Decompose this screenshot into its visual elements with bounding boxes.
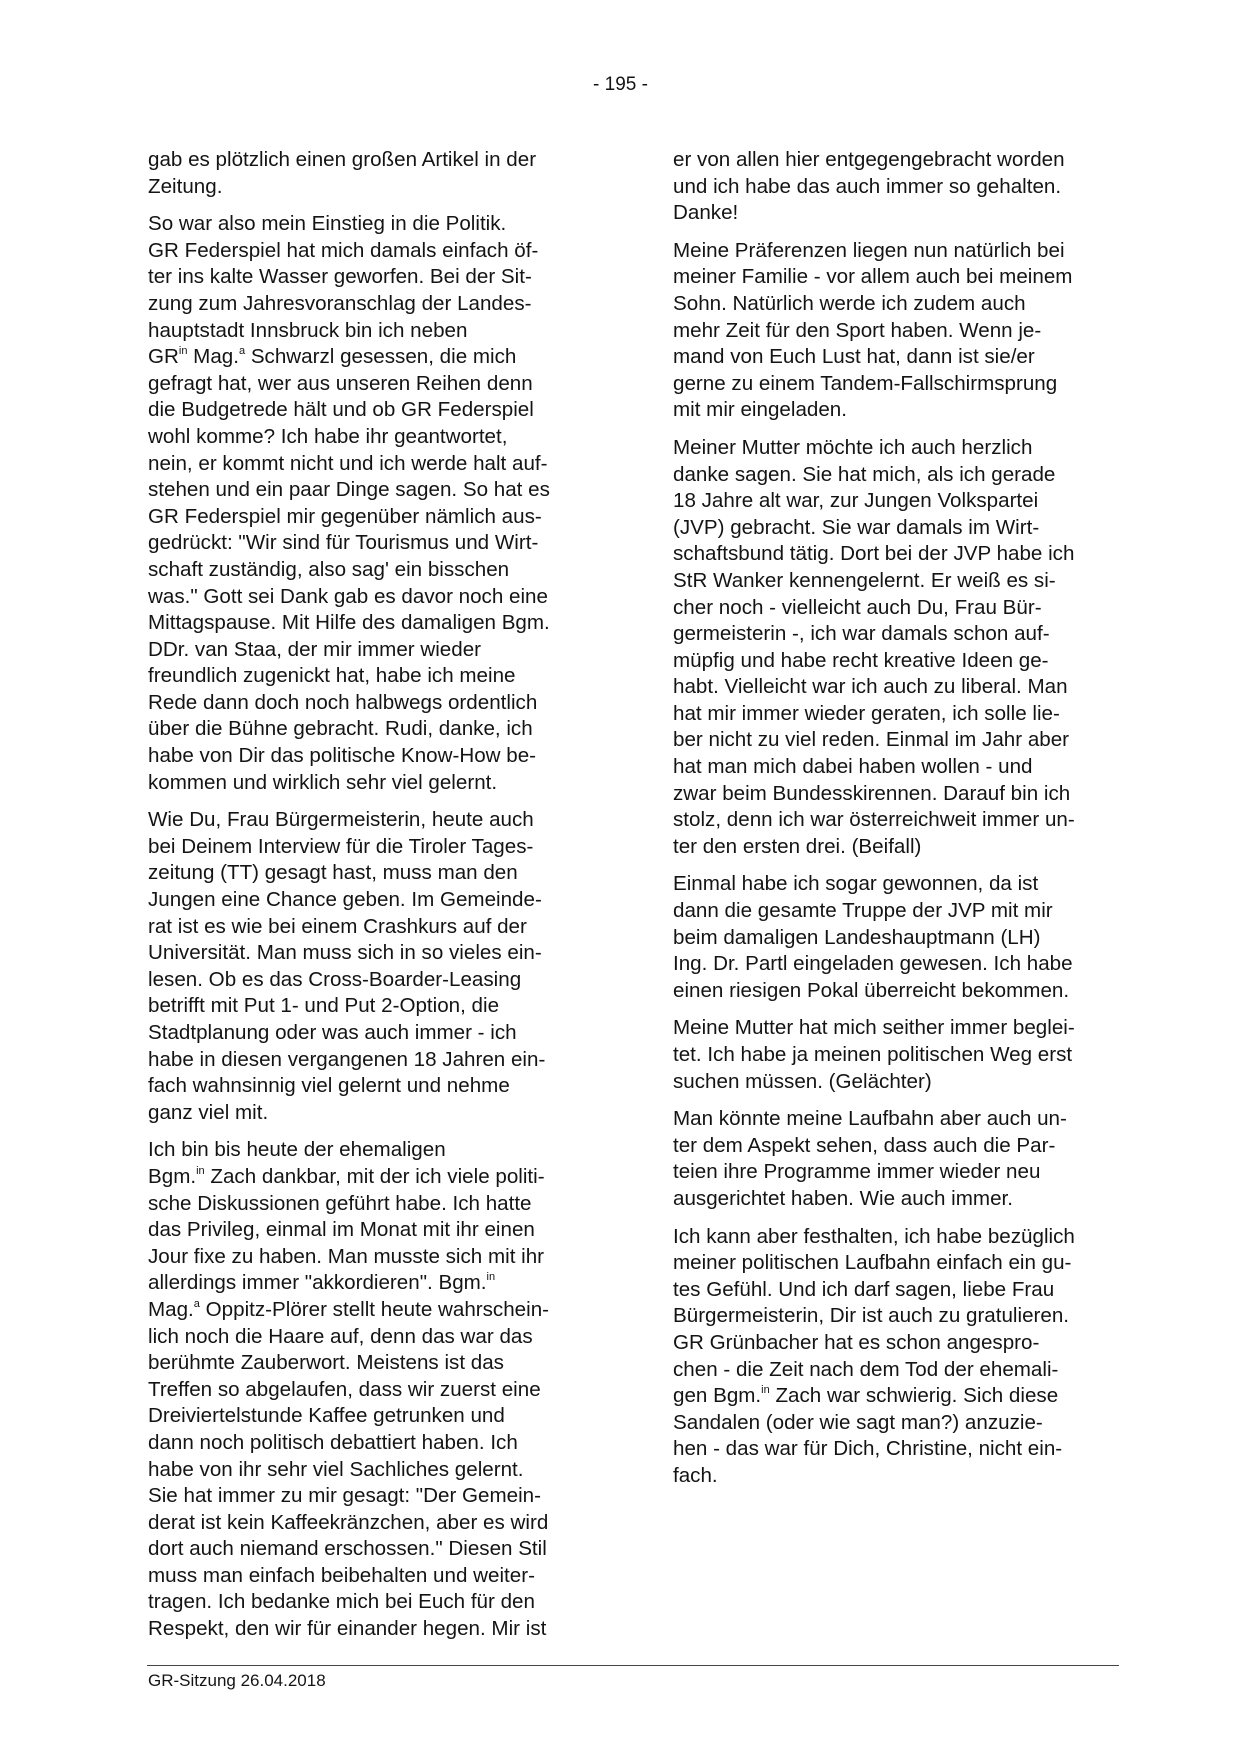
footer-text: GR-Sitzung 26.04.2018	[148, 1671, 326, 1690]
paragraph: Meine Präferenzen liegen nun natürlich bei meiner Familie - vor allem auch bei meinem Sohn. Natürlich werde ich zudem auch mehr Zeit für den Sport haben. Wenn je- mand von Euch Lust hat, dann ist sie/er gerne zu einem Tandem-Fallschirmsprung mit mir eingeladen.	[673, 238, 1073, 422]
paragraph: Man könnte meine Laufbahn aber auch un- ter dem Aspekt sehen, dass auch die Par- teien ihre Programme immer wieder neu ausgerichtet haben. Wie auch immer.	[673, 1107, 1067, 1210]
page-number: - 195 -	[593, 74, 648, 95]
right-column	[673, 147, 1118, 1501]
paragraph: er von allen hier entgegengebracht worden und ich habe das auch immer so gehalten. Danke!	[673, 148, 1065, 225]
paragraph: gab es plötzlich einen großen Artikel in der Zeitung.	[148, 148, 537, 198]
paragraph: Ich kann aber festhalten, ich habe bezüglich meiner politischen Laufbahn einfach ein gu- tes Gefühl. Und ich darf sagen, liebe Frau Bürgermeisterin, Dir ist auch zu gratulieren. GR Grünbacher hat es schon angespro- chen - die Zeit nach dem Tod der ehemali- gen Bgm.$^{in}$ Zach war schwierig. Sich diese Sandalen (oder wie sagt man?) anzuzie- hen - das war für Dich, Christine, nicht ein- fach.	[673, 1224, 1075, 1487]
paragraph: Einmal habe ich sogar gewonnen, da ist dann die gesamte Truppe der JVP mit mir beim damaligen Landeshauptmann (LH) Ing. Dr. Partl eingeladen gewesen. Ich habe einen riesigen Pokal überreicht bekommen.	[673, 872, 1073, 1002]
paragraph: So war also mein Einstieg in die Politik. GR Federspiel hat mich damals einfach öf- ter ins kalte Wasser geworfen. Bei der Sit- zung zum Jahresvoranschlag der Landes- hauptstadt Innsbruck bin ich neben $GR^{in}$ Mag.$^a$ Schwarzl gesessen, die mich gefragt hat, wer aus unseren Reihen denn die Budgetrede hält und ob GR Federspiel wohl komme? Ich habe ihr geantwortet, nein, er kommt nicht und ich werde halt auf- stehen und ein paar Dinge sagen. So hat es GR Federspiel mir gegenüber nämlich aus- gedrückt: "Wir sind für Tourismus und Wirt- schaft zuständig, also sag' ein bisschen was." Gott sei Dank gab es davor noch eine Mittagspause. Mit Hilfe des damaligen Bgm. DDr. van Staa, der mir immer wieder freundlich zugenickt hat, habe ich meine Rede dann doch noch halbwegs ordentlich über die Bühne gebracht. Rudi, danke, ich habe von Dir das politische Know-How be- kommen und wirklich sehr viel gelernt.	[148, 212, 550, 794]
paragraph: Ich bin bis heute der ehemaligen Bgm.$^{in}$ Zach dankbar, mit der ich viele politi- sche Diskussionen geführt habe. Ich hatte das Privileg, einmal im Monat mit ihr einen Jour fixe zu haben. Man musste sich mit ihr allerdings immer "akkordieren". Bgm.$^{in}$ Mag.$^a$ Oppitz-Plörer stellt heute wahrschein- lich noch die Haare auf, denn das war das berühmte Zauberwort. Meistens ist das Treffen so abgelaufen, dass wir zuerst eine Dreiviertelstunde Kaffee getrunken und dann noch politisch debattiert haben. Ich habe von ihr sehr viel Sachliches gelernt. Sie hat immer zu mir gesagt: "Der Gemein- derat ist kein Kaffeekränzchen, aber es wird dort auch niemand erschossen." Diesen Stil muss man einfach beibehalten und weiter- tragen. Ich bedanke mich bei Euch für den Respekt, den wir für einander hegen. Mir ist	[148, 1138, 550, 1641]
left-column	[148, 147, 593, 1654]
paragraph: Meine Mutter hat mich seither immer beglei- tet. Ich habe ja meinen politischen Weg erst suchen müssen. (Gelächter)	[673, 1016, 1075, 1093]
paragraph: Meiner Mutter möchte ich auch herzlich danke sagen. Sie hat mich, als ich gerade 18 Jahre alt war, zur Jungen Volkspartei (JVP) gebracht. Sie war damals im Wirt- schaftsbund tätig. Dort bei der JVP habe ich StR Wanker kennengelernt. Er weiß es si- cher noch - vielleicht auch Du, Frau Bür- germeisterin -, ich war damals schon auf- müpfig und habe recht kreative Ideen ge- habt. Vielleicht war ich auch zu liberal. Man hat mir immer wieder geraten, ich solle lie- ber nicht zu viel reden. Einmal im Jahr aber hat man mich dabei haben wollen - und zwar beim Bundesskirennen. Darauf bin ich stolz, denn ich war österreichweit immer un- ter den ersten drei. (Beifall)	[673, 435, 1075, 858]
paragraph: Wie Du, Frau Bürgermeisterin, heute auch bei Deinem Interview für die Tiroler Tages- zeitung (TT) gesagt hast, muss man den Jungen eine Chance geben. Im Gemeinde- rat ist es wie bei einem Crashkurs auf der Universität. Man muss sich in so vieles ein- lesen. Ob es das Cross-Boarder-Leasing betrifft mit Put 1- und Put 2-Option, die Stadtplanung oder was auch immer - ich habe in diesen vergangenen 18 Jahren ein- fach wahnsinnig viel gelernt und nehme ganz viel mit.	[148, 808, 546, 1124]
footer-divider	[147, 1665, 1119, 1666]
